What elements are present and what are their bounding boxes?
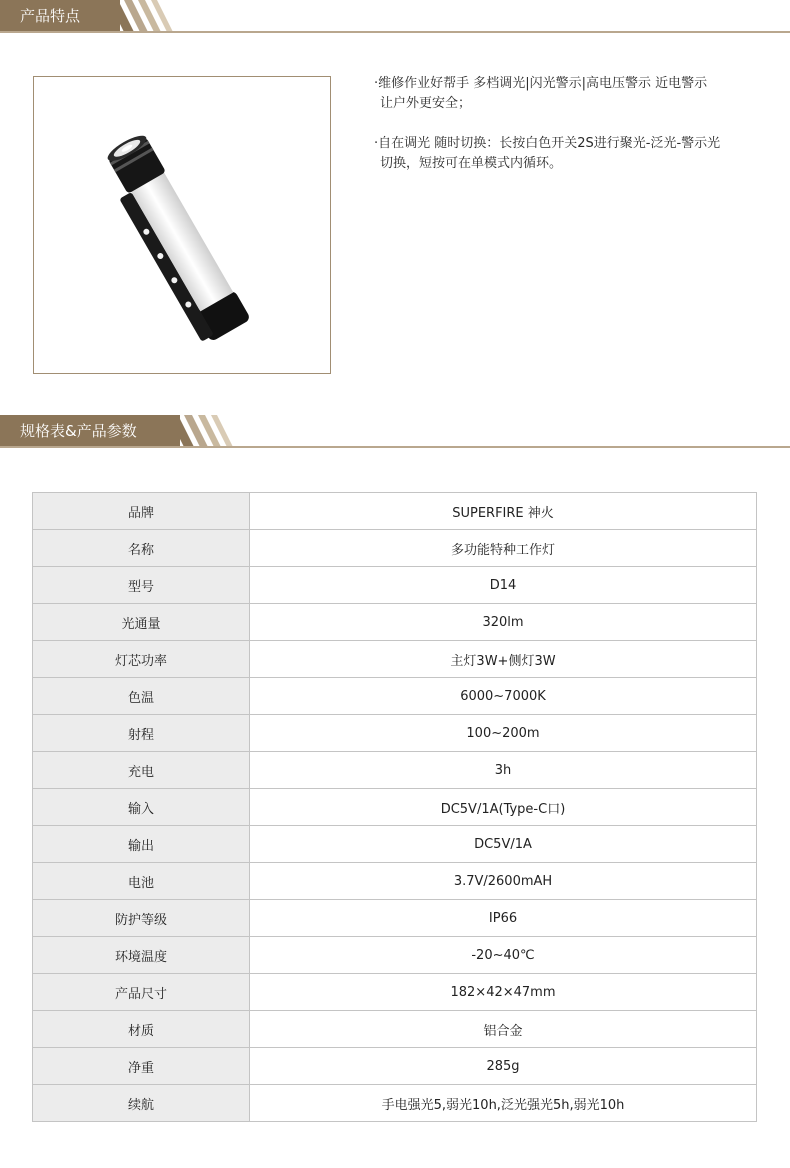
spec-value: 320lm xyxy=(250,604,757,641)
decorative-stripes xyxy=(168,415,238,447)
spec-value: 多功能特种工作灯 xyxy=(250,530,757,567)
feature-item xyxy=(374,74,774,114)
spec-value: 285g xyxy=(250,1048,757,1085)
spec-value: DC5V/1A(Type-C口) xyxy=(250,789,757,826)
section-title-features: 产品特点 xyxy=(0,0,120,32)
section-divider xyxy=(0,446,790,448)
feature-line: ·维修作业好帮手 多档调光|闪光警示|高电压警示 近电警示 xyxy=(374,76,708,91)
feature-line: 切换，短按可在单模式内循环。 xyxy=(380,156,563,171)
feature-line: 让户外更安全； xyxy=(380,96,472,111)
table-row xyxy=(33,567,757,604)
spec-label: 品牌 xyxy=(33,493,250,530)
spec-label: 环境温度 xyxy=(33,937,250,974)
table-row xyxy=(33,900,757,937)
section-title-specs: 规格表&产品参数 xyxy=(0,415,180,447)
table-row xyxy=(33,974,757,1011)
spec-value: 182×42×47mm xyxy=(250,974,757,1011)
table-row xyxy=(33,937,757,974)
table-row xyxy=(33,1011,757,1048)
table-row xyxy=(33,1048,757,1085)
spec-value: 100~200m xyxy=(250,715,757,752)
section-header-features xyxy=(0,0,790,34)
product-image xyxy=(33,76,331,374)
section-divider xyxy=(0,31,790,33)
table-row xyxy=(33,752,757,789)
spec-label: 型号 xyxy=(33,567,250,604)
table-row xyxy=(33,641,757,678)
table-row xyxy=(33,530,757,567)
spec-value: DC5V/1A xyxy=(250,826,757,863)
feature-item xyxy=(374,134,774,174)
spec-value: 3h xyxy=(250,752,757,789)
spec-label: 充电 xyxy=(33,752,250,789)
flashlight-illustration xyxy=(34,77,330,373)
spec-label: 光通量 xyxy=(33,604,250,641)
spec-value: 铝合金 xyxy=(250,1011,757,1048)
spec-label: 材质 xyxy=(33,1011,250,1048)
spec-label: 续航 xyxy=(33,1085,250,1122)
spec-label: 射程 xyxy=(33,715,250,752)
spec-value: SUPERFIRE 神火 xyxy=(250,493,757,530)
feature-line: ·自在调光 随时切换：长按白色开关2S进行聚光-泛光-警示光 xyxy=(374,136,721,151)
table-row xyxy=(33,826,757,863)
spec-label: 色温 xyxy=(33,678,250,715)
spec-label: 防护等级 xyxy=(33,900,250,937)
table-row xyxy=(33,678,757,715)
spec-value: 手电强光5,弱光10h,泛光强光5h,弱光10h xyxy=(250,1085,757,1122)
spec-value: -20~40℃ xyxy=(250,937,757,974)
spec-value: 3.7V/2600mAH xyxy=(250,863,757,900)
spec-label: 输入 xyxy=(33,789,250,826)
spec-value: D14 xyxy=(250,567,757,604)
table-row xyxy=(33,789,757,826)
table-row xyxy=(33,1085,757,1122)
spec-label: 输出 xyxy=(33,826,250,863)
spec-value: IP66 xyxy=(250,900,757,937)
section-header-specs xyxy=(0,415,790,449)
table-row xyxy=(33,604,757,641)
spec-label: 名称 xyxy=(33,530,250,567)
spec-label: 净重 xyxy=(33,1048,250,1085)
spec-label: 电池 xyxy=(33,863,250,900)
table-row xyxy=(33,493,757,530)
table-row xyxy=(33,715,757,752)
spec-value: 主灯3W+侧灯3W xyxy=(250,641,757,678)
specs-table xyxy=(32,492,757,1122)
spec-label: 灯芯功率 xyxy=(33,641,250,678)
table-row xyxy=(33,863,757,900)
spec-label: 产品尺寸 xyxy=(33,974,250,1011)
spec-value: 6000~7000K xyxy=(250,678,757,715)
decorative-stripes xyxy=(108,0,178,32)
